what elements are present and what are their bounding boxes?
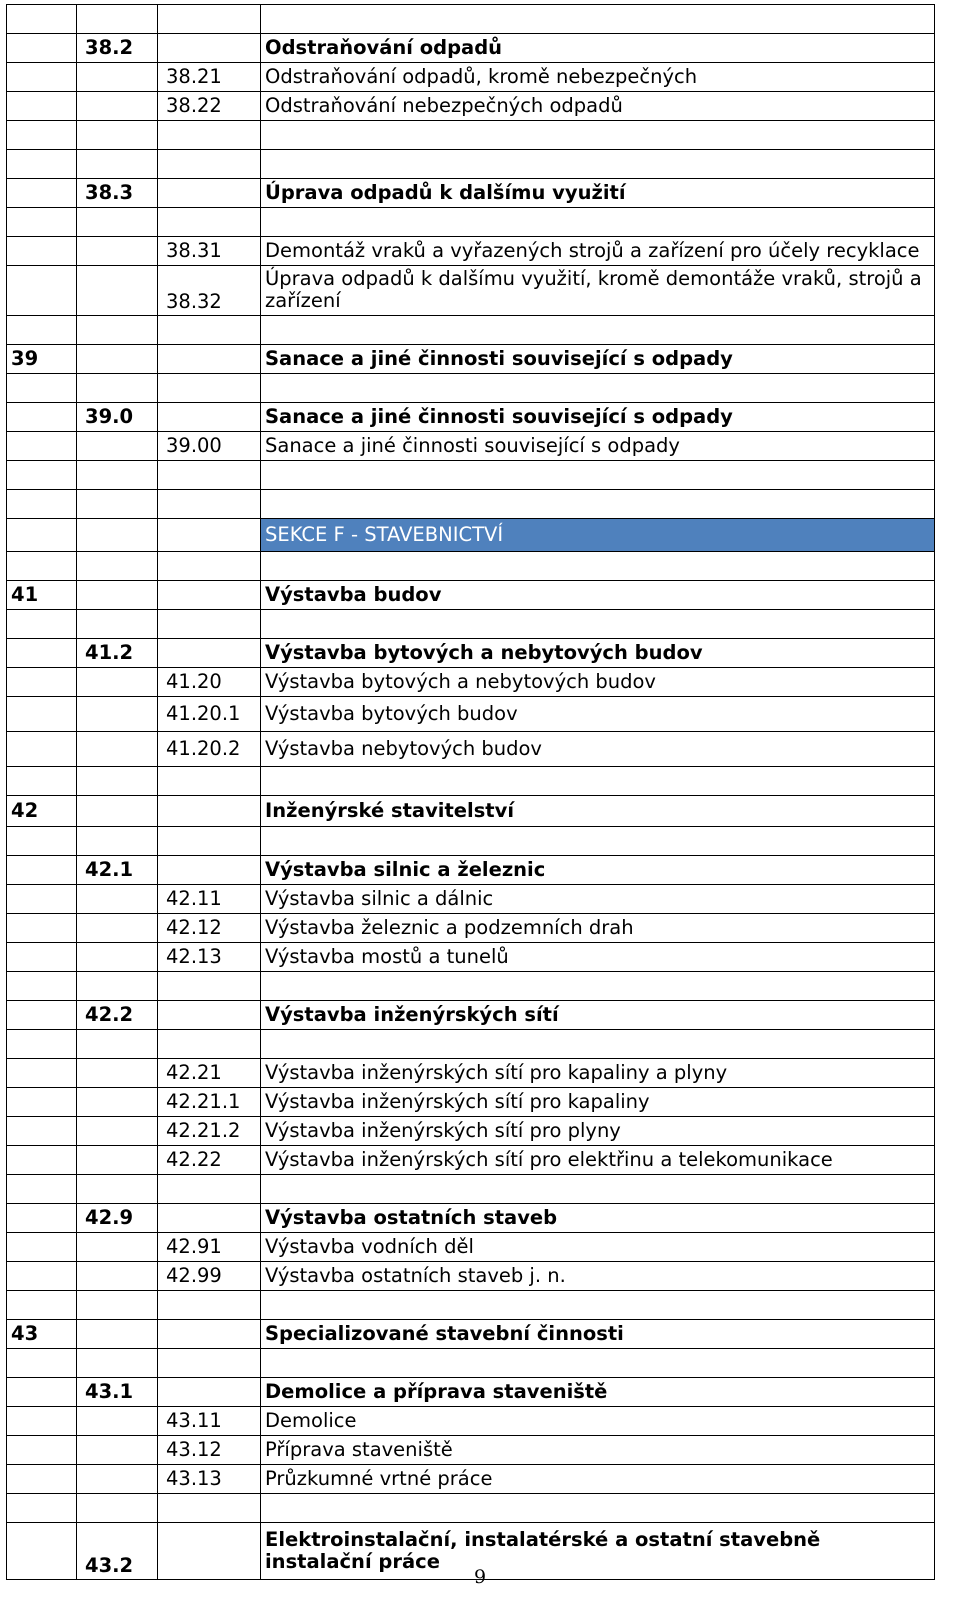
activity-name-cell: Sanace a jiné činnosti související s odpady xyxy=(261,344,935,373)
table-row xyxy=(7,667,935,696)
class-code-cell: 39 xyxy=(7,344,77,373)
activity-name-cell: Příprava staveniště xyxy=(261,1436,935,1465)
subclass-code-cell: 43.12 xyxy=(158,1436,261,1465)
class-code-cell xyxy=(7,943,77,972)
table-row xyxy=(7,1378,935,1407)
group-code-cell xyxy=(77,1175,158,1204)
group-code-cell xyxy=(77,767,158,796)
table-row xyxy=(7,1204,935,1233)
subclass-code-cell xyxy=(158,1349,261,1378)
table-row xyxy=(7,732,935,767)
activity-name-cell: Elektroinstalační, instalatérské a ostatní stavebně instalační práce xyxy=(261,1523,935,1580)
subclass-code-cell xyxy=(158,5,261,34)
subclass-code-cell: 42.13 xyxy=(158,943,261,972)
subclass-code-cell: 42.91 xyxy=(158,1233,261,1262)
class-code-cell xyxy=(7,767,77,796)
activity-name-cell: Výstavba silnic a dálnic xyxy=(261,885,935,914)
activity-name-cell xyxy=(261,1175,935,1204)
table-row xyxy=(7,1059,935,1088)
group-code-cell xyxy=(77,914,158,943)
activity-name-cell xyxy=(261,5,935,34)
table-row xyxy=(7,580,935,609)
class-code-cell xyxy=(7,1117,77,1146)
class-code-cell xyxy=(7,667,77,696)
table-row xyxy=(7,914,935,943)
group-code-cell: 38.3 xyxy=(77,179,158,208)
activity-name-cell: Výstavba bytových a nebytových budov xyxy=(261,638,935,667)
activity-name-cell: Odstraňování odpadů xyxy=(261,34,935,63)
table-row xyxy=(7,1175,935,1204)
subclass-code-cell xyxy=(158,767,261,796)
table-row xyxy=(7,696,935,731)
subclass-code-cell xyxy=(158,609,261,638)
group-code-cell xyxy=(77,1030,158,1059)
subclass-code-cell: 41.20.2 xyxy=(158,732,261,767)
class-code-cell xyxy=(7,638,77,667)
subclass-code-cell: 42.12 xyxy=(158,914,261,943)
class-code-cell xyxy=(7,63,77,92)
subclass-code-cell xyxy=(158,34,261,63)
table-row xyxy=(7,208,935,237)
activity-name-cell xyxy=(261,315,935,344)
activity-name-cell xyxy=(261,121,935,150)
subclass-code-cell: 42.21.1 xyxy=(158,1088,261,1117)
table-row xyxy=(7,431,935,460)
group-code-cell xyxy=(77,518,158,551)
subclass-code-cell xyxy=(158,1291,261,1320)
group-code-cell xyxy=(77,92,158,121)
group-code-cell: 38.2 xyxy=(77,34,158,63)
class-code-cell xyxy=(7,460,77,489)
activity-name-cell: Výstavba železnic a podzemních drah xyxy=(261,914,935,943)
section-title: SEKCE F - STAVEBNICTVÍ xyxy=(261,518,935,551)
group-code-cell xyxy=(77,5,158,34)
table-row xyxy=(7,63,935,92)
table-row xyxy=(7,150,935,179)
group-code-cell xyxy=(77,1088,158,1117)
subclass-code-cell xyxy=(158,1001,261,1030)
group-code-cell xyxy=(77,696,158,731)
group-code-cell xyxy=(77,551,158,580)
class-code-cell xyxy=(7,551,77,580)
table-row xyxy=(7,609,935,638)
group-code-cell xyxy=(77,1436,158,1465)
table-row xyxy=(7,827,935,856)
activity-name-cell: Výstavba inženýrských sítí pro plyny xyxy=(261,1117,935,1146)
subclass-code-cell xyxy=(158,1320,261,1349)
group-code-cell: 41.2 xyxy=(77,638,158,667)
table-row xyxy=(7,1494,935,1523)
subclass-code-cell: 38.32 xyxy=(158,266,261,316)
class-code-cell xyxy=(7,1059,77,1088)
class-code-cell xyxy=(7,1233,77,1262)
activity-name-cell xyxy=(261,827,935,856)
class-code-cell xyxy=(7,1378,77,1407)
table-row xyxy=(7,1088,935,1117)
class-code-cell xyxy=(7,856,77,885)
class-code-cell xyxy=(7,150,77,179)
activity-name-cell xyxy=(261,150,935,179)
group-code-cell xyxy=(77,1291,158,1320)
activity-name-cell: Výstavba inženýrských sítí pro kapaliny xyxy=(261,1088,935,1117)
class-code-cell xyxy=(7,121,77,150)
subclass-code-cell: 42.21.2 xyxy=(158,1117,261,1146)
activity-name-cell: Výstavba inženýrských sítí pro kapaliny a plyny xyxy=(261,1059,935,1088)
subclass-code-cell xyxy=(158,1030,261,1059)
class-code-cell xyxy=(7,1204,77,1233)
group-code-cell xyxy=(77,150,158,179)
activity-name-cell: Sanace a jiné činnosti související s odpady xyxy=(261,402,935,431)
subclass-code-cell xyxy=(158,638,261,667)
table-row xyxy=(7,237,935,266)
group-code-cell: 42.9 xyxy=(77,1204,158,1233)
class-code-cell xyxy=(7,972,77,1001)
activity-name-cell: Specializované stavební činnosti xyxy=(261,1320,935,1349)
group-code-cell: 42.2 xyxy=(77,1001,158,1030)
subclass-code-cell xyxy=(158,315,261,344)
group-code-cell xyxy=(77,1059,158,1088)
subclass-code-cell xyxy=(158,402,261,431)
group-code-cell xyxy=(77,667,158,696)
subclass-code-cell xyxy=(158,121,261,150)
subclass-code-cell xyxy=(158,373,261,402)
table-row xyxy=(7,266,935,316)
subclass-code-cell: 43.13 xyxy=(158,1465,261,1494)
subclass-code-cell xyxy=(158,551,261,580)
class-code-cell xyxy=(7,315,77,344)
subclass-code-cell xyxy=(158,1494,261,1523)
subclass-code-cell xyxy=(158,580,261,609)
activity-name-cell: Výstavba silnic a železnic xyxy=(261,856,935,885)
group-code-cell: 42.1 xyxy=(77,856,158,885)
class-code-cell xyxy=(7,34,77,63)
class-code-cell xyxy=(7,92,77,121)
group-code-cell xyxy=(77,1320,158,1349)
activity-name-cell: Odstraňování nebezpečných odpadů xyxy=(261,92,935,121)
class-code-cell xyxy=(7,885,77,914)
table-row xyxy=(7,1117,935,1146)
class-code-cell xyxy=(7,179,77,208)
class-code-cell xyxy=(7,914,77,943)
class-code-cell xyxy=(7,266,77,316)
activity-name-cell xyxy=(261,489,935,518)
table-row xyxy=(7,489,935,518)
class-code-cell: 42 xyxy=(7,796,77,827)
table-row xyxy=(7,796,935,827)
class-code-cell xyxy=(7,489,77,518)
table-row xyxy=(7,34,935,63)
table-row xyxy=(7,972,935,1001)
subclass-code-cell xyxy=(158,1378,261,1407)
activity-name-cell: Úprava odpadů k dalšímu využití, kromě demontáže vraků, strojů a zařízení xyxy=(261,266,935,316)
group-code-cell xyxy=(77,121,158,150)
table-row xyxy=(7,943,935,972)
group-code-cell xyxy=(77,237,158,266)
table-row xyxy=(7,92,935,121)
group-code-cell xyxy=(77,460,158,489)
class-code-cell xyxy=(7,1175,77,1204)
activity-name-cell: Inženýrské stavitelství xyxy=(261,796,935,827)
section-header-row xyxy=(7,518,935,551)
activity-name-cell xyxy=(261,460,935,489)
activity-name-cell: Odstraňování odpadů, kromě nebezpečných xyxy=(261,63,935,92)
class-code-cell xyxy=(7,5,77,34)
activity-name-cell xyxy=(261,373,935,402)
class-code-cell xyxy=(7,1465,77,1494)
class-code-cell xyxy=(7,1436,77,1465)
subclass-code-cell xyxy=(158,827,261,856)
subclass-code-cell: 38.22 xyxy=(158,92,261,121)
class-code-cell xyxy=(7,431,77,460)
page-number: 9 xyxy=(473,1566,487,1588)
subclass-code-cell: 42.21 xyxy=(158,1059,261,1088)
table-row xyxy=(7,1233,935,1262)
table-row xyxy=(7,767,935,796)
group-code-cell xyxy=(77,796,158,827)
group-code-cell xyxy=(77,373,158,402)
activity-name-cell xyxy=(261,1291,935,1320)
subclass-code-cell: 42.11 xyxy=(158,885,261,914)
activity-name-cell: Výstavba ostatních staveb xyxy=(261,1204,935,1233)
subclass-code-cell xyxy=(158,796,261,827)
group-code-cell xyxy=(77,1407,158,1436)
subclass-code-cell xyxy=(158,489,261,518)
activity-name-cell xyxy=(261,609,935,638)
table-row xyxy=(7,1320,935,1349)
group-code-cell xyxy=(77,1349,158,1378)
table-row xyxy=(7,1146,935,1175)
group-code-cell: 43.1 xyxy=(77,1378,158,1407)
table-row xyxy=(7,1407,935,1436)
activity-name-cell: Úprava odpadů k dalšímu využití xyxy=(261,179,935,208)
group-code-cell xyxy=(77,972,158,1001)
subclass-code-cell xyxy=(158,518,261,551)
activity-name-cell: Výstavba budov xyxy=(261,580,935,609)
class-code-cell xyxy=(7,696,77,731)
subclass-code-cell xyxy=(158,856,261,885)
activity-name-cell: Výstavba ostatních staveb j. n. xyxy=(261,1262,935,1291)
class-code-cell xyxy=(7,1262,77,1291)
table-row xyxy=(7,1001,935,1030)
class-code-cell xyxy=(7,208,77,237)
activity-name-cell: Demolice xyxy=(261,1407,935,1436)
table-row xyxy=(7,315,935,344)
activity-name-cell: Výstavba inženýrských sítí pro elektřinu a telekomunikace xyxy=(261,1146,935,1175)
subclass-code-cell xyxy=(158,1175,261,1204)
group-code-cell xyxy=(77,1465,158,1494)
group-code-cell xyxy=(77,315,158,344)
class-code-cell xyxy=(7,827,77,856)
group-code-cell xyxy=(77,431,158,460)
table-row xyxy=(7,1262,935,1291)
group-code-cell: 43.2 xyxy=(77,1523,158,1580)
class-code-cell xyxy=(7,1001,77,1030)
subclass-code-cell: 41.20 xyxy=(158,667,261,696)
group-code-cell xyxy=(77,1146,158,1175)
group-code-cell xyxy=(77,1117,158,1146)
activity-name-cell: Výstavba mostů a tunelů xyxy=(261,943,935,972)
table-row xyxy=(7,885,935,914)
group-code-cell xyxy=(77,1262,158,1291)
table-row xyxy=(7,551,935,580)
subclass-code-cell: 38.31 xyxy=(158,237,261,266)
table-row xyxy=(7,344,935,373)
activity-name-cell: Průzkumné vrtné práce xyxy=(261,1465,935,1494)
subclass-code-cell: 39.00 xyxy=(158,431,261,460)
group-code-cell xyxy=(77,580,158,609)
activity-name-cell xyxy=(261,1349,935,1378)
activity-name-cell: Sanace a jiné činnosti související s odpady xyxy=(261,431,935,460)
activity-name-cell: Demolice a příprava staveniště xyxy=(261,1378,935,1407)
activity-name-cell: Výstavba inženýrských sítí xyxy=(261,1001,935,1030)
group-code-cell xyxy=(77,609,158,638)
subclass-code-cell xyxy=(158,460,261,489)
class-code-cell xyxy=(7,1088,77,1117)
class-code-cell xyxy=(7,1291,77,1320)
group-code-cell xyxy=(77,885,158,914)
class-code-cell xyxy=(7,373,77,402)
table-row xyxy=(7,373,935,402)
group-code-cell xyxy=(77,943,158,972)
table-row xyxy=(7,1465,935,1494)
class-code-cell xyxy=(7,1030,77,1059)
activity-name-cell xyxy=(261,551,935,580)
group-code-cell xyxy=(77,489,158,518)
class-code-cell xyxy=(7,1494,77,1523)
subclass-code-cell xyxy=(158,150,261,179)
activity-name-cell: Výstavba vodních děl xyxy=(261,1233,935,1262)
class-code-cell: 43 xyxy=(7,1320,77,1349)
group-code-cell xyxy=(77,1494,158,1523)
subclass-code-cell: 42.99 xyxy=(158,1262,261,1291)
group-code-cell xyxy=(77,208,158,237)
class-code-cell xyxy=(7,1146,77,1175)
subclass-code-cell: 43.11 xyxy=(158,1407,261,1436)
activity-name-cell: Výstavba bytových a nebytových budov xyxy=(261,667,935,696)
group-code-cell xyxy=(77,732,158,767)
class-code-cell xyxy=(7,609,77,638)
class-code-cell xyxy=(7,237,77,266)
table-row xyxy=(7,1291,935,1320)
table-row xyxy=(7,460,935,489)
group-code-cell xyxy=(77,63,158,92)
subclass-code-cell xyxy=(158,1204,261,1233)
subclass-code-cell: 38.21 xyxy=(158,63,261,92)
subclass-code-cell xyxy=(158,972,261,1001)
activity-name-cell xyxy=(261,767,935,796)
table-row xyxy=(7,402,935,431)
activity-name-cell: Výstavba bytových budov xyxy=(261,696,935,731)
subclass-code-cell: 42.22 xyxy=(158,1146,261,1175)
subclass-code-cell xyxy=(158,344,261,373)
group-code-cell xyxy=(77,266,158,316)
table-row xyxy=(7,638,935,667)
class-code-cell xyxy=(7,402,77,431)
subclass-code-cell xyxy=(158,179,261,208)
group-code-cell xyxy=(77,827,158,856)
table-row xyxy=(7,1436,935,1465)
class-code-cell xyxy=(7,518,77,551)
group-code-cell: 39.0 xyxy=(77,402,158,431)
nace-classification-table xyxy=(6,4,935,1580)
table-row xyxy=(7,1349,935,1378)
class-code-cell xyxy=(7,1349,77,1378)
activity-name-cell xyxy=(261,1494,935,1523)
group-code-cell xyxy=(77,1233,158,1262)
table-row xyxy=(7,121,935,150)
activity-name-cell xyxy=(261,208,935,237)
activity-name-cell: Demontáž vraků a vyřazených strojů a zařízení pro účely recyklace xyxy=(261,237,935,266)
table-row xyxy=(7,179,935,208)
table-row xyxy=(7,5,935,34)
group-code-cell xyxy=(77,344,158,373)
activity-name-cell: Výstavba nebytových budov xyxy=(261,732,935,767)
activity-name-cell xyxy=(261,1030,935,1059)
subclass-code-cell xyxy=(158,208,261,237)
subclass-code-cell: 41.20.1 xyxy=(158,696,261,731)
class-code-cell: 41 xyxy=(7,580,77,609)
class-code-cell xyxy=(7,1407,77,1436)
table-row xyxy=(7,1030,935,1059)
class-code-cell xyxy=(7,732,77,767)
table-row xyxy=(7,856,935,885)
activity-name-cell xyxy=(261,972,935,1001)
